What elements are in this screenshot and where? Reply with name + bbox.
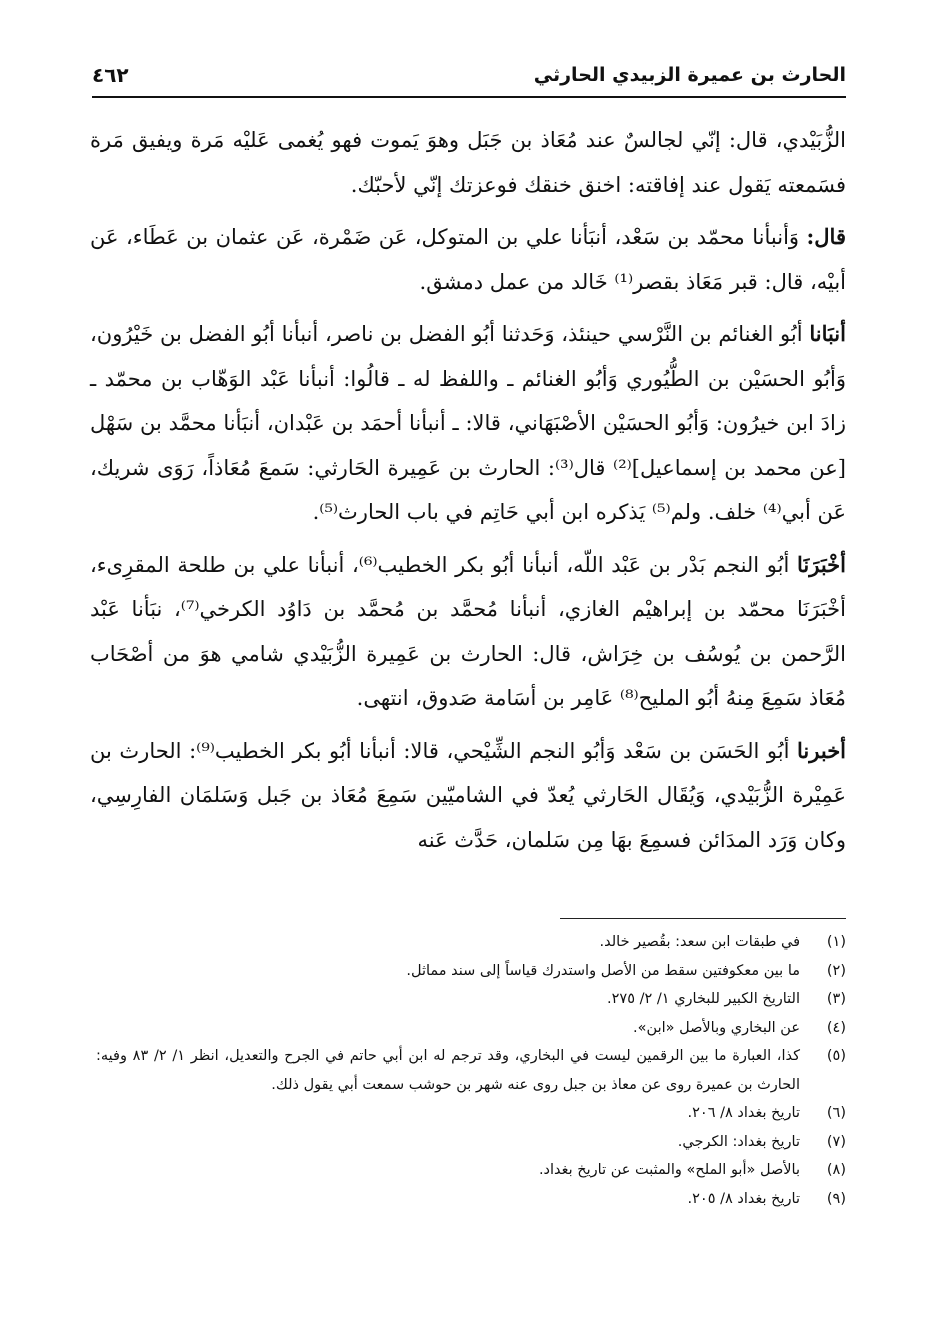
footnote-number: (٣) xyxy=(826,991,846,1007)
footnote xyxy=(96,1128,846,1157)
footnote-number: (٥) xyxy=(826,1048,846,1064)
page-number: ٤٦٢ xyxy=(92,63,129,87)
footnote-text: التاريخ الكبير للبخاري ١/ ٢/ ٢٧٥. xyxy=(607,991,800,1007)
paragraph-text: أبُو الحَسَن بن سَعْد وَأبُو النجم الشِّيْحي، قالا: أنبأنا أبُو بكر الخطيب⁽⁹⁾: الحارث بن عَمِيْرة الزُّبَيْدي، وَيُقَال الحَارثي يُعدّ في الشاميّين سَمِعَ مُعَاذ بن جَبل وَسَلمَان الفارِسِي، وكان وَرَد المدَائن فسمِعَ بهَا مِن سَلمان، حَدَّث عَنه xyxy=(90,738,846,852)
header-divider xyxy=(92,96,846,98)
paragraph-text: أبُو الغنائم بن النَّرْسي حينئذ، وَحَدثنا أبُو الفضل بن ناصر، أنبأنا أبُو الفضل بن خَيْرُون، وَأبُو الحسَيْن بن الطُّيُوري وَأبُو الغنائم ـ واللفظ له ـ قالُوا: أنبأنا عَبْد الوَهّاب بن محمّد ـ زادَ ابن خيرُون: وَأبُو الحسَيْن الأصْبَهَاني، قالا: ـ أنبأنا أحمَد بن عَبْدان، أنبَأنا محمَّد بن سَهْل [عن محمد بن إسماعيل]⁽²⁾ قال⁽³⁾: الحارث بن عَمِيرة الحَارثي: سَمعَ مُعَاذاً، رَوَى شريك، عَن أبي⁽⁴⁾ خلف. ولم⁽⁵⁾ يَذكره ابن أبي حَاتِم في باب الحارث⁽⁵⁾. xyxy=(90,322,846,524)
main-text xyxy=(90,118,846,870)
footnote-text: تاريخ بغداد: الكرجي. xyxy=(677,1133,800,1150)
paragraph-lead: أخبرنا xyxy=(797,737,847,763)
footnote-number: (٢) xyxy=(826,962,846,979)
paragraph xyxy=(90,312,846,535)
paragraph-lead: قال: xyxy=(806,224,846,249)
page-header xyxy=(92,58,846,92)
paragraph xyxy=(90,118,846,207)
footnote-text: عن البخاري وبالأصل «ابن». xyxy=(633,1019,800,1036)
running-title: الحارث بن عميرة الزبيدي الحارثي xyxy=(533,64,846,86)
footnote-text: تاريخ بغداد ٨/ ٢٠٦. xyxy=(687,1105,800,1121)
footnote-number: (٨) xyxy=(826,1162,846,1178)
paragraph-text: أبُو النجم بَدْر بن عَبْد اللّه، أنبأنا أبُو بكر الخطيب⁽⁶⁾، أنبأنا علي بن طلحة المقرِىء، أخْبَرَنَا محمّد بن إبراهيْم الغازي، أنبأنا مُحمَّد بن مُحمَّد بن دَاوُد الكرخي⁽⁷⁾، نبَأنا عَبْد الرَّحمن بن يُوسُف بن خِرَاش، قال: الحارث بن عَمِيرة الزُّبَيْدي شامي هوَ من أصْحَاب مُعَاذ سَمِعَ مِنهُ أبُو المليح⁽⁸⁾ عَامِر بن أسَامة صَدوق، انتهى. xyxy=(90,552,847,710)
footnote-text: تاريخ بغداد ٨/ ٢٠٥. xyxy=(687,1190,800,1207)
paragraph xyxy=(90,543,846,721)
paragraph-lead: أخْبَرَنَا xyxy=(797,551,846,577)
paragraph-lead: أنبَانا xyxy=(809,321,846,346)
footnote xyxy=(96,957,846,986)
footnote xyxy=(96,1156,846,1185)
footnote xyxy=(96,1099,846,1128)
footnote-text: بالأصل «أبو الملح» والمثبت عن تاريخ بغداد. xyxy=(538,1162,800,1178)
paragraph-text: وَأنبأنا محمّد بن سَعْد، أنبَأنا علي بن المتوكل، عَن ضَمْرة، عَن عثمان بن عَطَاء، عَن أبيْه، قال: قبر مَعَاذ بقصر⁽¹⁾ خَالد من عمل دمشق. xyxy=(90,225,846,294)
footnote-number: (٤) xyxy=(826,1019,846,1036)
footnote-number: (١) xyxy=(826,934,846,950)
footnotes xyxy=(96,928,846,1213)
paragraph xyxy=(90,215,846,304)
paragraph-text: الزُّبَيْدي، قال: إنّي لجالسٌ عند مُعَاذ بن جَبَل وهوَ يَموت فهو يُغمى عَليْه مَرة ويفيق مَرة فسَمعته يَقول عند إفاقته: اخنق خنقك فوعزتك إنّي لأحبّك. xyxy=(90,128,846,197)
footnote-number: (٦) xyxy=(826,1105,846,1121)
footnote-text: كذا، العبارة ما بين الرقمين ليست في البخاري، وقد ترجم له ابن أبي حاتم في الجرح والتعديل، انظر ١/ ٢/ ٨٣ وفيه: الحارث بن عميرة روى عن معاذ بن جبل روى عنه شهر بن حوشب سمعت أبي يقول ذلك. xyxy=(96,1048,801,1093)
footnote xyxy=(96,985,846,1014)
footnote-divider xyxy=(560,918,846,919)
footnote-text: ما بين معكوفتين سقط من الأصل واستدرك قياساً إلى سند مماثل. xyxy=(406,962,800,979)
footnote xyxy=(96,1185,846,1214)
footnote-number: (٩) xyxy=(826,1190,846,1207)
footnote xyxy=(96,928,846,957)
footnote-text: في طبقات ابن سعد: بقُصير خالد. xyxy=(599,934,800,950)
footnote xyxy=(96,1014,846,1043)
paragraph xyxy=(90,729,846,863)
footnote xyxy=(96,1042,846,1099)
footnote-number: (٧) xyxy=(826,1133,846,1150)
